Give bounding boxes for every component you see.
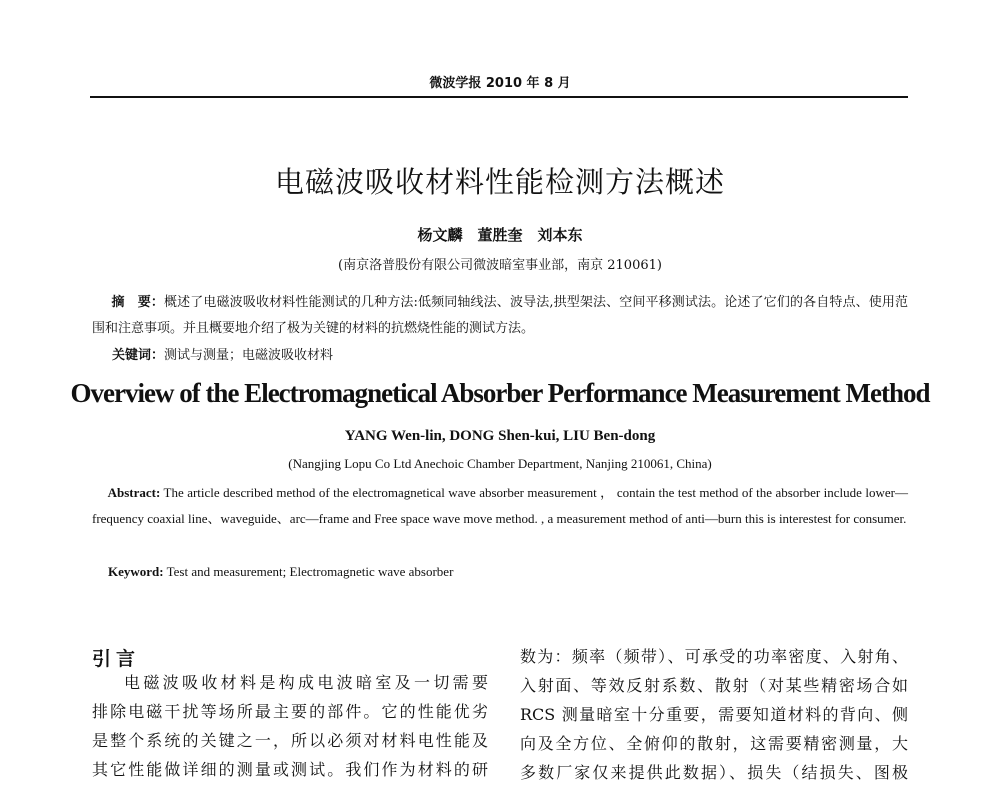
- body-right-column: [520, 642, 908, 787]
- keyword-en-text: Test and measurement; Electromagnetic wave absorber: [163, 564, 454, 579]
- body-line: 数为：频率（频带）、可承受的功率密度、入射角、: [520, 647, 908, 666]
- keywords-cn-label: 关键词：: [112, 348, 165, 363]
- title-en: Overview of the Electromagnetical Absorber Performance Measurement Method: [70, 378, 930, 408]
- body-line: 排除电磁干扰等场所最主要的部件。它的性能优劣: [92, 702, 488, 721]
- keyword-en-label: Keyword:: [108, 564, 164, 579]
- authors-en: YANG Wen-lin, DONG Shen-kui, LIU Ben-dong: [344, 428, 656, 444]
- header-rule: [90, 96, 908, 98]
- keywords-cn: [112, 344, 908, 363]
- body-line: 是整个系统的关键之一，所以必须对材料电性能及: [92, 731, 488, 750]
- running-head: 微波学报 2010 年 8 月: [429, 76, 571, 91]
- abstract-cn: [92, 290, 908, 342]
- abstract-en-text: The article described method of the electromagnetical wave absorber measurement ， contain the test method of the absorber include lower—frequency coaxial line、waveguide、arc—frame and Free space wave move method. , a measurement method of anti—burn this is interestest for consumer.: [92, 485, 908, 526]
- authors-cn: 杨文麟 董胜奎 刘本东: [417, 226, 583, 244]
- abstract-cn-label: 摘 要：: [111, 295, 165, 310]
- body-line: 入射面、等效反射系数、散射（对某些精密场合如: [520, 676, 908, 695]
- body-line: 电磁波吸收材料是构成电波暗室及一切需要: [124, 673, 488, 692]
- keywords-cn-text: 测试与测量；电磁波吸收材料: [164, 348, 334, 363]
- keyword-en: [108, 564, 908, 580]
- body-line: RCS 测量暗室十分重要，需要知道材料的背向、侧: [520, 705, 908, 724]
- affiliation-cn: (南京洛普股份有限公司微波暗室事业部，南京 210061): [338, 258, 662, 273]
- body-left-column: [92, 668, 488, 784]
- affiliation-en: (Nangjing Lopu Co Ltd Anechoic Chamber Department, Nanjing 210061, China): [288, 456, 712, 471]
- section-heading-introduction: 引言: [92, 648, 141, 670]
- body-line: 向及全方位、全俯仰的散射，这需要精密测量，大: [520, 734, 908, 753]
- abstract-en: [92, 480, 908, 532]
- body-line: 多数厂家仅来提供此数据）、损失（结损失、图极: [520, 763, 908, 782]
- abstract-cn-text: 概述了电磁波吸收材料性能测试的几种方法:低频同轴线法、波导法,拱型架法、空间平移测试法。论述了它们的各自特点、使用范围和注意事项。并且概要地介绍了极为关键的材料的抗燃烧性能的测试方法。: [92, 295, 908, 336]
- body-line: 其它性能做详细的测量或测试。我们作为材料的研: [92, 760, 488, 779]
- abstract-en-label: Abstract:: [107, 485, 161, 500]
- title-cn: 电磁波吸收材料性能检测方法概述: [274, 165, 725, 199]
